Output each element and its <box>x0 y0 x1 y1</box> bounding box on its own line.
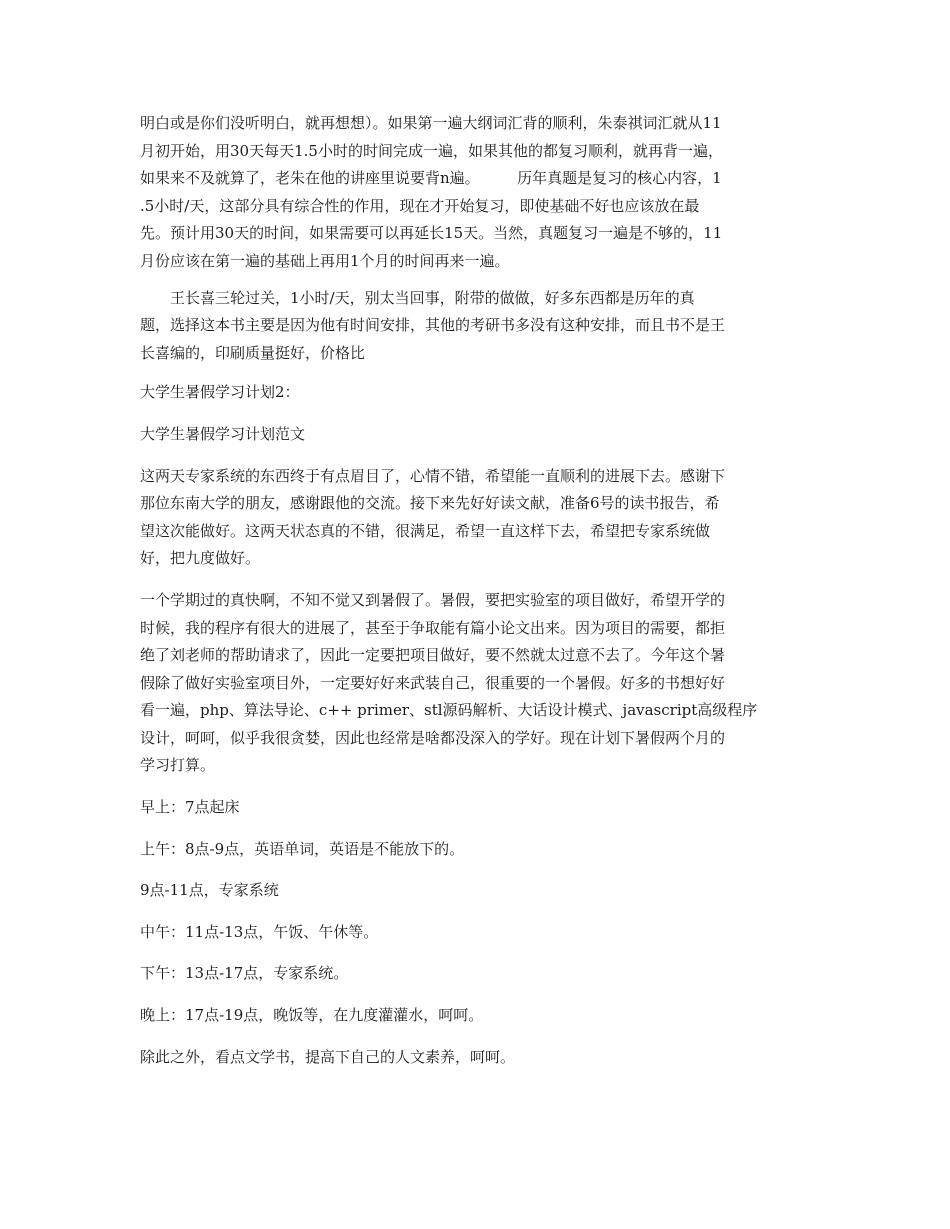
section-subheading: 大学生暑假学习计划范文 <box>140 424 306 443</box>
paragraph-wang-changxi: 王长喜三轮过关，1小时/天，别太当回事，附带的做做，好多东西都是历年的真 题，选择这本书主要是因为他有时间安排，其他的考研书多没有这种安排，而且书不是王 长喜编的，印刷质量挺好，价格比 <box>140 288 726 362</box>
paragraph-vocabulary-plan: 明白或是你们没听明白，就再想想）。如果第一遍大纲词汇背的顺利，朱泰祺词汇就从11 月初开始，用30天每天1.5小时的时间完成一遍，如果其他的都复习顺利，就再背一遍， 如果来不及就算了，老朱在他的讲座里说要背n遍。 历年真题是复习的核心内容，1 .5小时/天，这部分具有综合性的作用，现在才开始复习，即使基础不好也应该放在最 先。预计用30天的时间，如果需要可以再延长15天。当然，真题复习一遍是不够的，11 月份应该在第一遍的基础上再用1个月的时间再来一遍。 <box>140 114 723 270</box>
schedule-wake-up: 早上：7点起床 <box>140 798 240 817</box>
schedule-late-morning: 9点-11点，专家系统 <box>140 881 279 900</box>
schedule-evening: 晚上：17点-19点，晚饭等，在九度灌灌水，呵呵。 <box>140 1006 484 1025</box>
schedule-morning: 上午：8点-9点，英语单词，英语是不能放下的。 <box>140 839 465 858</box>
schedule-afternoon: 下午：13点-17点，专家系统。 <box>140 964 349 983</box>
paragraph-extra-reading: 除此之外，看点文学书，提高下自己的人文素养，呵呵。 <box>140 1047 516 1066</box>
document-page <box>140 110 808 1085</box>
schedule-noon: 中午：11点-13点，午饭、午休等。 <box>140 922 379 941</box>
paragraph-expert-system: 这两天专家系统的东西终于有点眉目了，心情不错，希望能一直顺利的进展下去。感谢下 那位东南大学的朋友，感谢跟他的交流。接下来先好好读文献，准备6号的读书报告，希 望这次能做好。这两天状态真的不错，很满足，希望一直这样下去，希望把专家系统做 好，把九度做好。 <box>140 466 726 568</box>
section-heading: 大学生暑假学习计划2： <box>140 383 300 402</box>
paragraph-summer-plan: 一个学期过的真快啊，不知不觉又到暑假了。暑假，要把实验室的项目做好，希望开学的 时候，我的程序有很大的进展了，甚至于争取能有篇小论文出来。因为项目的需要，都拒 绝了刘老师的帮助请求了，因此一定要把项目做好，要不然就太过意不去了。今年这个暑 假除了做好实验室项目外，一定要好好来武装自己，很重要的一个暑假。好多的书想好好 看一遍，php、算法导论、c++ primer、stl源码解析、大话设计模式、javascript高级程序 设计，呵呵，似乎我很贪婪，因此也经常是啥都没深入的学好。现在计划下暑假两个月的 学习打算。 <box>140 590 758 775</box>
